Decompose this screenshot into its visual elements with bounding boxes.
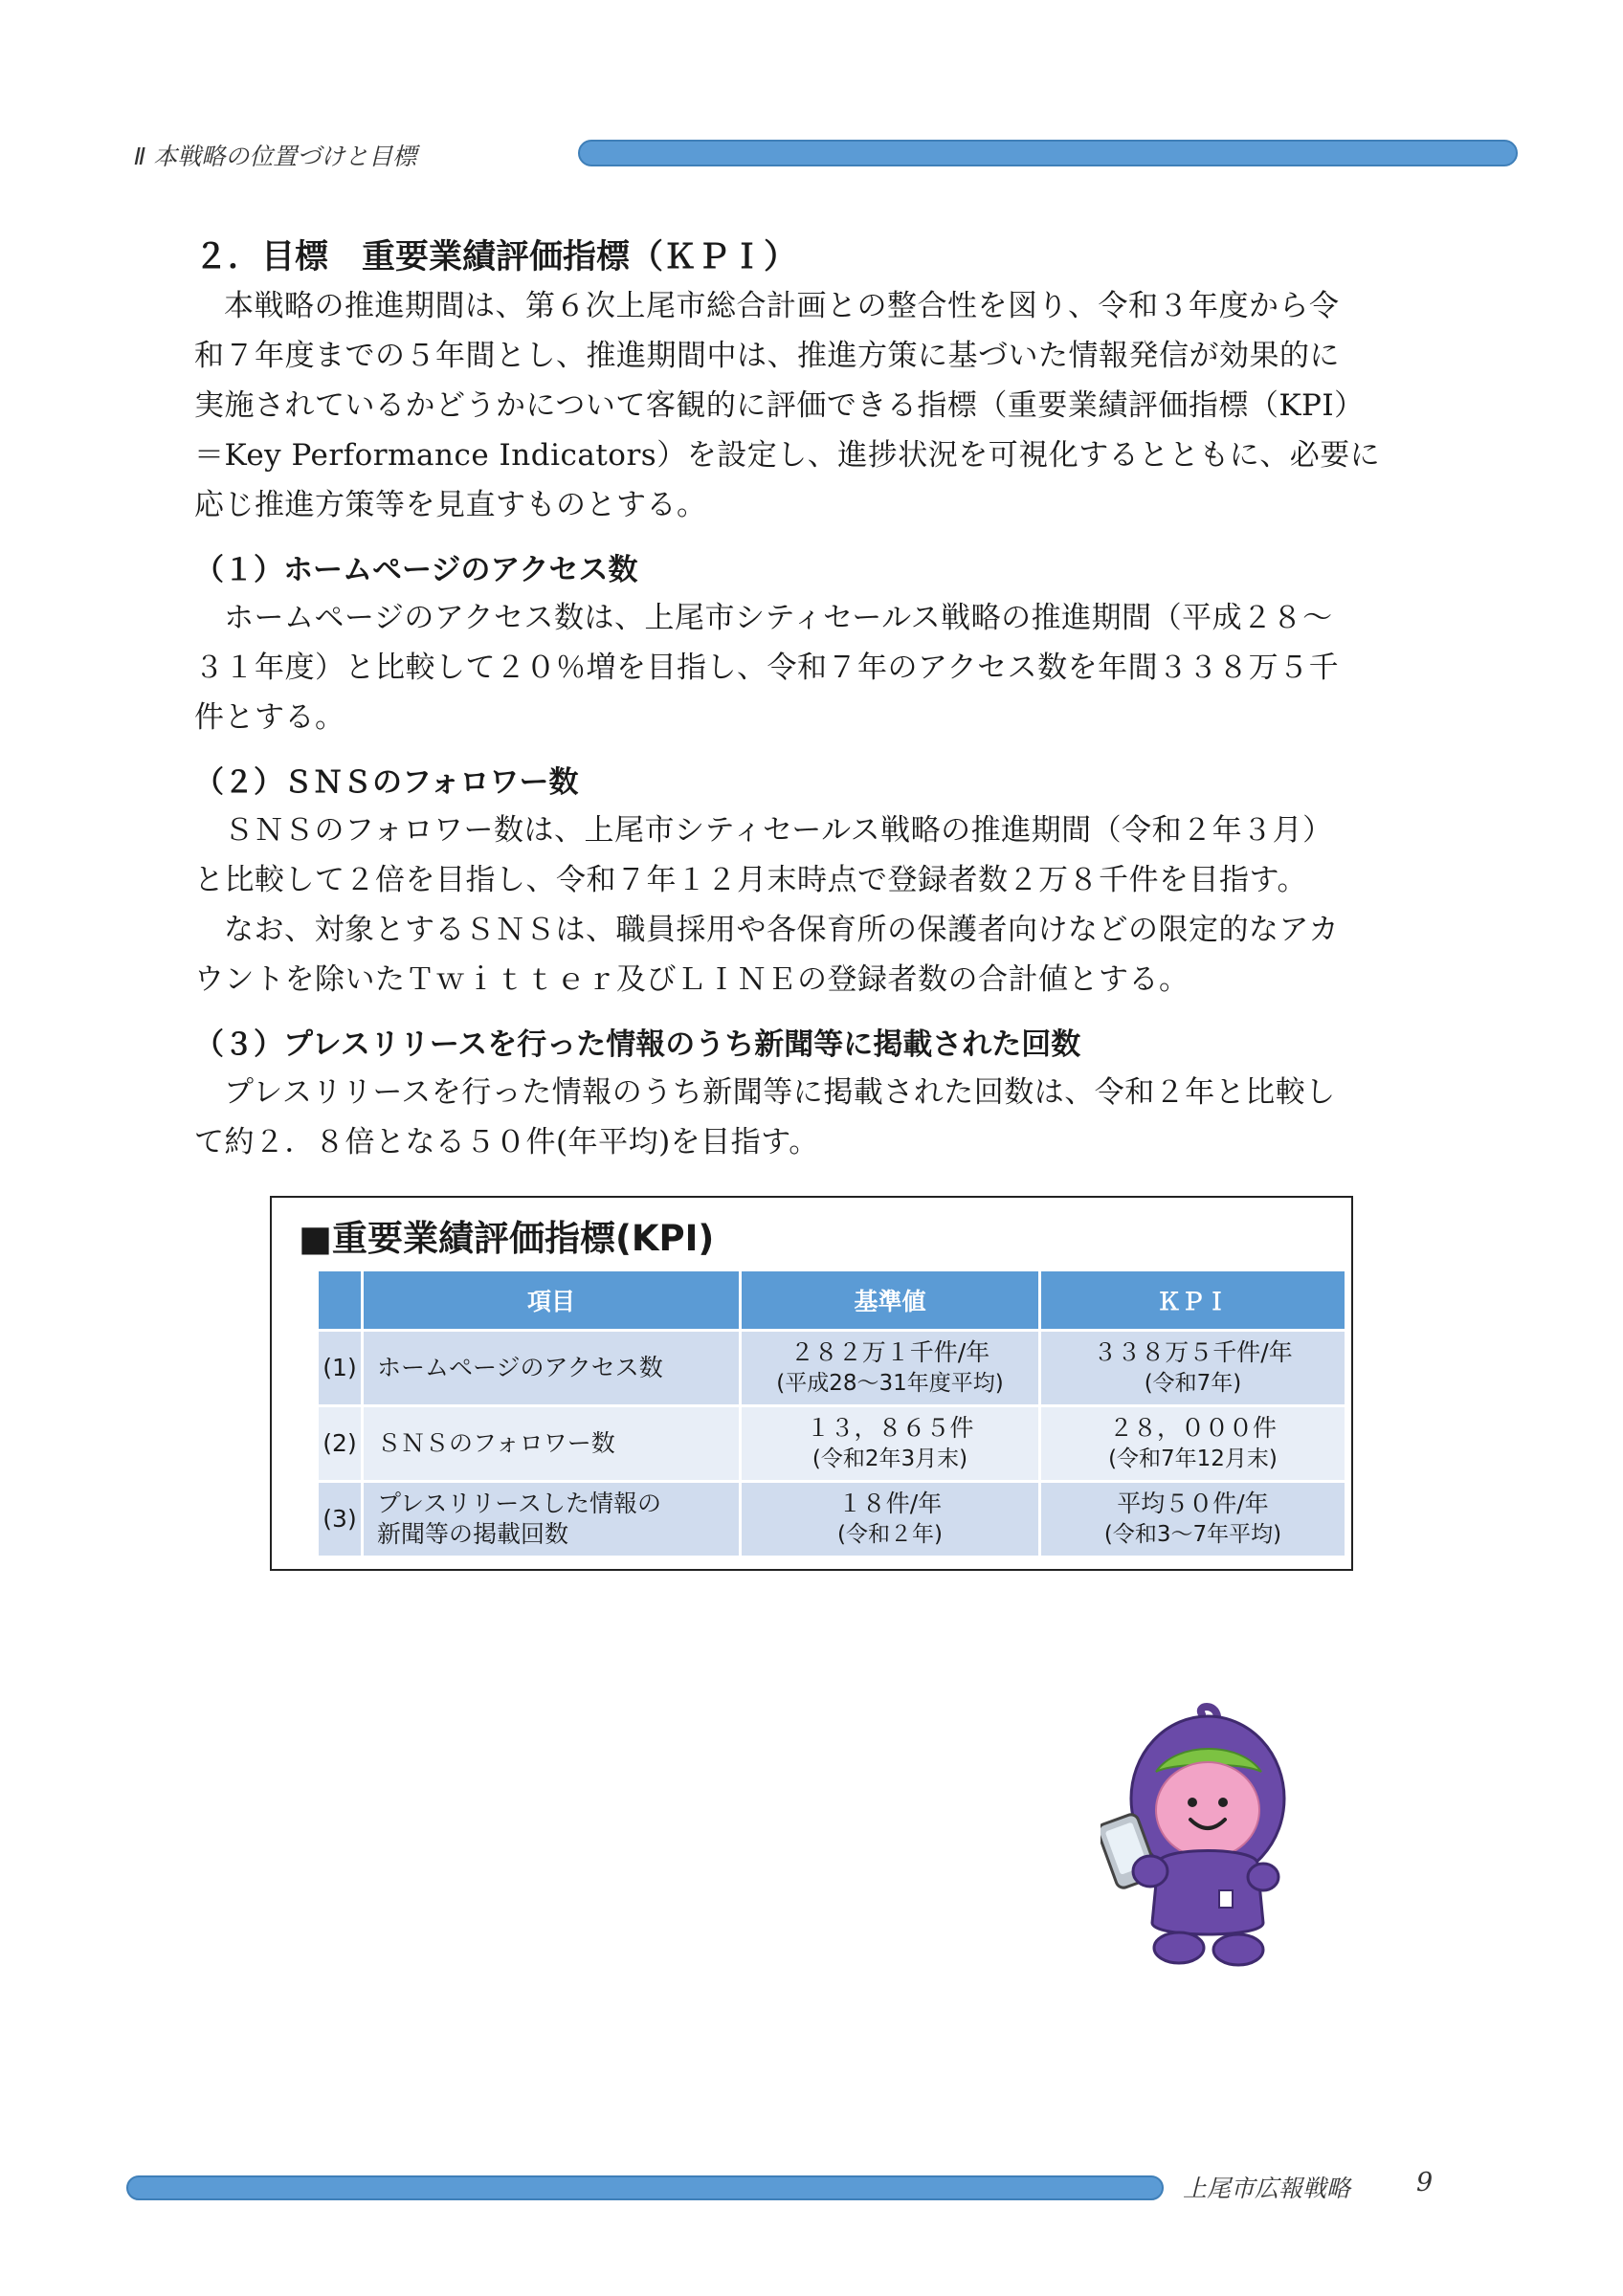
row-base-note: (令和2年3月末) bbox=[812, 1446, 968, 1471]
row-base bbox=[741, 1482, 1040, 1557]
main-content bbox=[194, 233, 1431, 1167]
row-kpi-value: 平均５０件/年 bbox=[1117, 1490, 1269, 1517]
row-base-note: (令和２年) bbox=[837, 1522, 943, 1547]
row-item-line: プレスリリースした情報の bbox=[377, 1490, 662, 1517]
row-base-value: ２８２万１千件/年 bbox=[789, 1338, 990, 1366]
body-line: ホームページのアクセス数は、上尾市シティセールス戦略の推進期間（平成２８～ bbox=[224, 601, 1333, 635]
row-base-note: (平成28～31年度平均) bbox=[776, 1371, 1004, 1396]
intro-line: 実施されているかどうかについて客観的に評価できる指標（重要業績評価指標（KPI） bbox=[194, 388, 1365, 423]
kpi-table bbox=[316, 1269, 1347, 1558]
row-kpi bbox=[1040, 1331, 1346, 1406]
kpi-header-base: 基準値 bbox=[741, 1270, 1040, 1331]
header-decor-bar bbox=[578, 140, 1518, 166]
body-line: プレスリリースを行った情報のうち新聞等に掲載された回数は、令和２年と比較し bbox=[224, 1075, 1336, 1110]
kpi-header-no bbox=[318, 1270, 363, 1331]
table-row bbox=[318, 1331, 1346, 1406]
row-base-value: １８件/年 bbox=[837, 1490, 943, 1517]
table-row bbox=[318, 1482, 1346, 1557]
body-line: なお、対象とするＳＮＳは、職員採用や各保育所の保護者向けなどの限定的なアカ bbox=[224, 913, 1340, 947]
row-kpi-note: (令和7年12月末) bbox=[1108, 1446, 1278, 1471]
row-number: (1) bbox=[318, 1331, 363, 1406]
row-item bbox=[363, 1331, 741, 1406]
intro-line: ＝Key Performance Indicators）を設定し、進捗状況を可視化するとともに、必要に bbox=[194, 438, 1381, 473]
row-number: (2) bbox=[318, 1406, 363, 1482]
section-heading: ２．目標 重要業績評価指標（ＫＰＩ） bbox=[194, 238, 798, 276]
row-kpi-value: ３３８万５千件/年 bbox=[1093, 1338, 1293, 1366]
row-base bbox=[741, 1406, 1040, 1482]
row-number: (3) bbox=[318, 1482, 363, 1557]
kpi-header-kpi: ＫＰＩ bbox=[1040, 1270, 1346, 1331]
subsection-title-homepage: （１）ホームページのアクセス数 bbox=[194, 553, 638, 587]
row-kpi bbox=[1040, 1482, 1346, 1557]
row-item bbox=[363, 1482, 741, 1557]
kpi-header-row bbox=[318, 1270, 1346, 1331]
row-kpi-note: (令和3～7年平均) bbox=[1103, 1522, 1282, 1547]
kpi-box bbox=[270, 1196, 1353, 1571]
body-line: ウントを除いたＴｗｉｔｔｅｒ及びＬＩＮＥの登録者数の合計値とする。 bbox=[194, 962, 1189, 997]
row-kpi-value: ２８，０００件 bbox=[1108, 1414, 1277, 1442]
row-base bbox=[741, 1331, 1040, 1406]
body-line: ３１年度）と比較して２０％増を目指し、令和７年のアクセス数を年間３３８万５千 bbox=[194, 651, 1340, 685]
body-line: と比較して２倍を目指し、令和７年１２月末時点で登録者数２万８千件を目指す。 bbox=[194, 863, 1308, 897]
footer-decor-bar bbox=[126, 2175, 1164, 2200]
body-line: 件とする。 bbox=[194, 700, 345, 735]
table-row bbox=[318, 1406, 1346, 1482]
row-item bbox=[363, 1406, 741, 1482]
kpi-box-title: ■重要業績評価指標(KPI) bbox=[299, 1218, 715, 1259]
row-item-line: 新聞等の掲載回数 bbox=[377, 1520, 569, 1548]
row-kpi bbox=[1040, 1406, 1346, 1482]
footer-title: 上尾市広報戦略 bbox=[1183, 2175, 1351, 2202]
body-line: て約２．８倍となる５０件(年平均)を目指す。 bbox=[194, 1125, 819, 1159]
intro-line: 応じ推進方策等を見直すものとする。 bbox=[194, 488, 707, 522]
header-section-title: Ⅱ 本戦略の位置づけと目標 bbox=[134, 143, 417, 170]
mascot-character-icon bbox=[1101, 1703, 1311, 1971]
intro-paragraph bbox=[194, 281, 1431, 530]
row-base-value: １３，８６５件 bbox=[806, 1414, 974, 1442]
page-number: 9 bbox=[1416, 2168, 1434, 2197]
intro-line: 和７年度までの５年間とし、推進期間中は、推進方策に基づいた情報発信が効果的に bbox=[194, 339, 1340, 373]
row-item-line: ＳＮＳのフォロワー数 bbox=[377, 1429, 615, 1457]
body-line: ＳＮＳのフォロワー数は、上尾市シティセールス戦略の推進期間（令和２年３月） bbox=[224, 813, 1333, 848]
subsection-title-sns: （２）ＳＮＳのフォロワー数 bbox=[194, 765, 579, 800]
kpi-header-item: 項目 bbox=[363, 1270, 741, 1331]
row-kpi-note: (令和7年) bbox=[1144, 1371, 1242, 1396]
row-item-line: ホームページのアクセス数 bbox=[377, 1354, 663, 1381]
subsection-title-press: （３）プレスリリースを行った情報のうち新聞等に掲載された回数 bbox=[194, 1027, 1081, 1062]
intro-line: 本戦略の推進期間は、第６次上尾市総合計画との整合性を図り、令和３年度から令 bbox=[224, 289, 1340, 323]
